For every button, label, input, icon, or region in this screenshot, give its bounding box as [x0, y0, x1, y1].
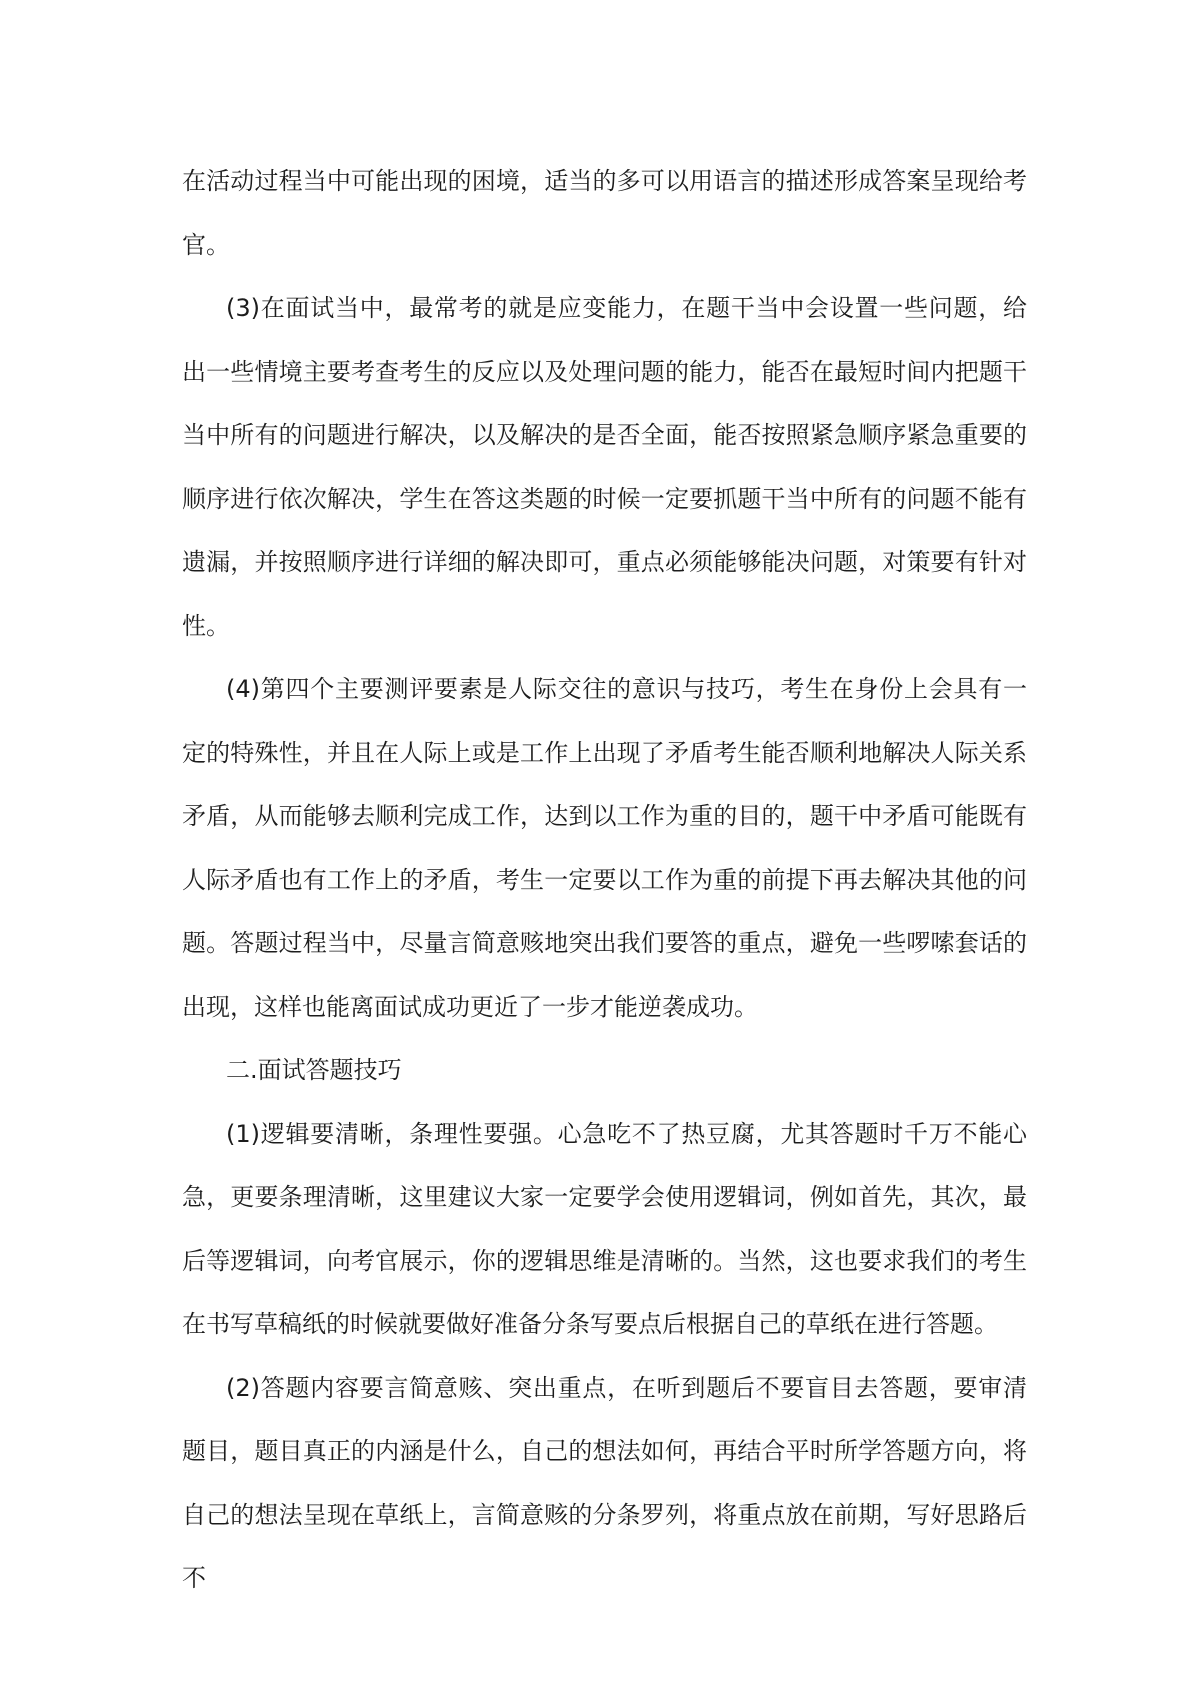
- paragraph-interpersonal: (4)第四个主要测评要素是人际交往的意识与技巧，考生在身份上会具有一定的特殊性，并且在人际上或是工作上出现了矛盾考生能否顺利地解决人际关系矛盾，从而能够去顺利完成工作，达到以工作为重的目的，题干中矛盾可能既有人际矛盾也有工作上的矛盾，考生一定要以工作为重的前提下再去解决其他的问题。答题过程当中，尽量言简意赅地突出我们要答的重点，避免一些啰嗦套话的出现，这样也能离面试成功更近了一步才能逆袭成功。: [182, 675, 1027, 1021]
- paragraph-concise: (2)答题内容要言简意赅、突出重点，在听到题后不要盲目去答题，要审清题目，题目真正的内涵是什么，自己的想法如何，再结合平时所学答题方向，将自己的想法呈现在草纸上，言简意赅的分条罗列，将重点放在前期，写好思路后不: [182, 1373, 1027, 1592]
- paragraph-adaptability: (3)在面试当中，最常考的就是应变能力，在题干当中会设置一些问题，给出一些情境主要考查考生的反应以及处理问题的能力，能否在最短时间内把题干当中所有的问题进行解决，以及解决的是否全面，能否按照紧急顺序紧急重要的顺序进行依次解决，学生在答这类题的时候一定要抓题干当中所有的问题不能有遗漏，并按照顺序进行详细的解决即可，重点必须能够能决问题，对策要有针对性。: [182, 294, 1027, 640]
- paragraph-logic: (1)逻辑要清晰，条理性要强。心急吃不了热豆腐，尤其答题时千万不能心急，更要条理清晰，这里建议大家一定要学会使用逻辑词，例如首先，其次，最后等逻辑词，向考官展示，你的逻辑思维是清晰的。当然，这也要求我们的考生在书写草稿纸的时候就要做好准备分条写要点后根据自己的草纸在进行答题。: [182, 1119, 1027, 1338]
- document-body: [182, 150, 1027, 1611]
- section-heading-answer-tips: 二.面试答题技巧: [226, 1056, 402, 1084]
- paragraph-continuation: 在活动过程当中可能出现的困境，适当的多可以用语言的描述形成答案呈现给考官。: [182, 167, 1027, 259]
